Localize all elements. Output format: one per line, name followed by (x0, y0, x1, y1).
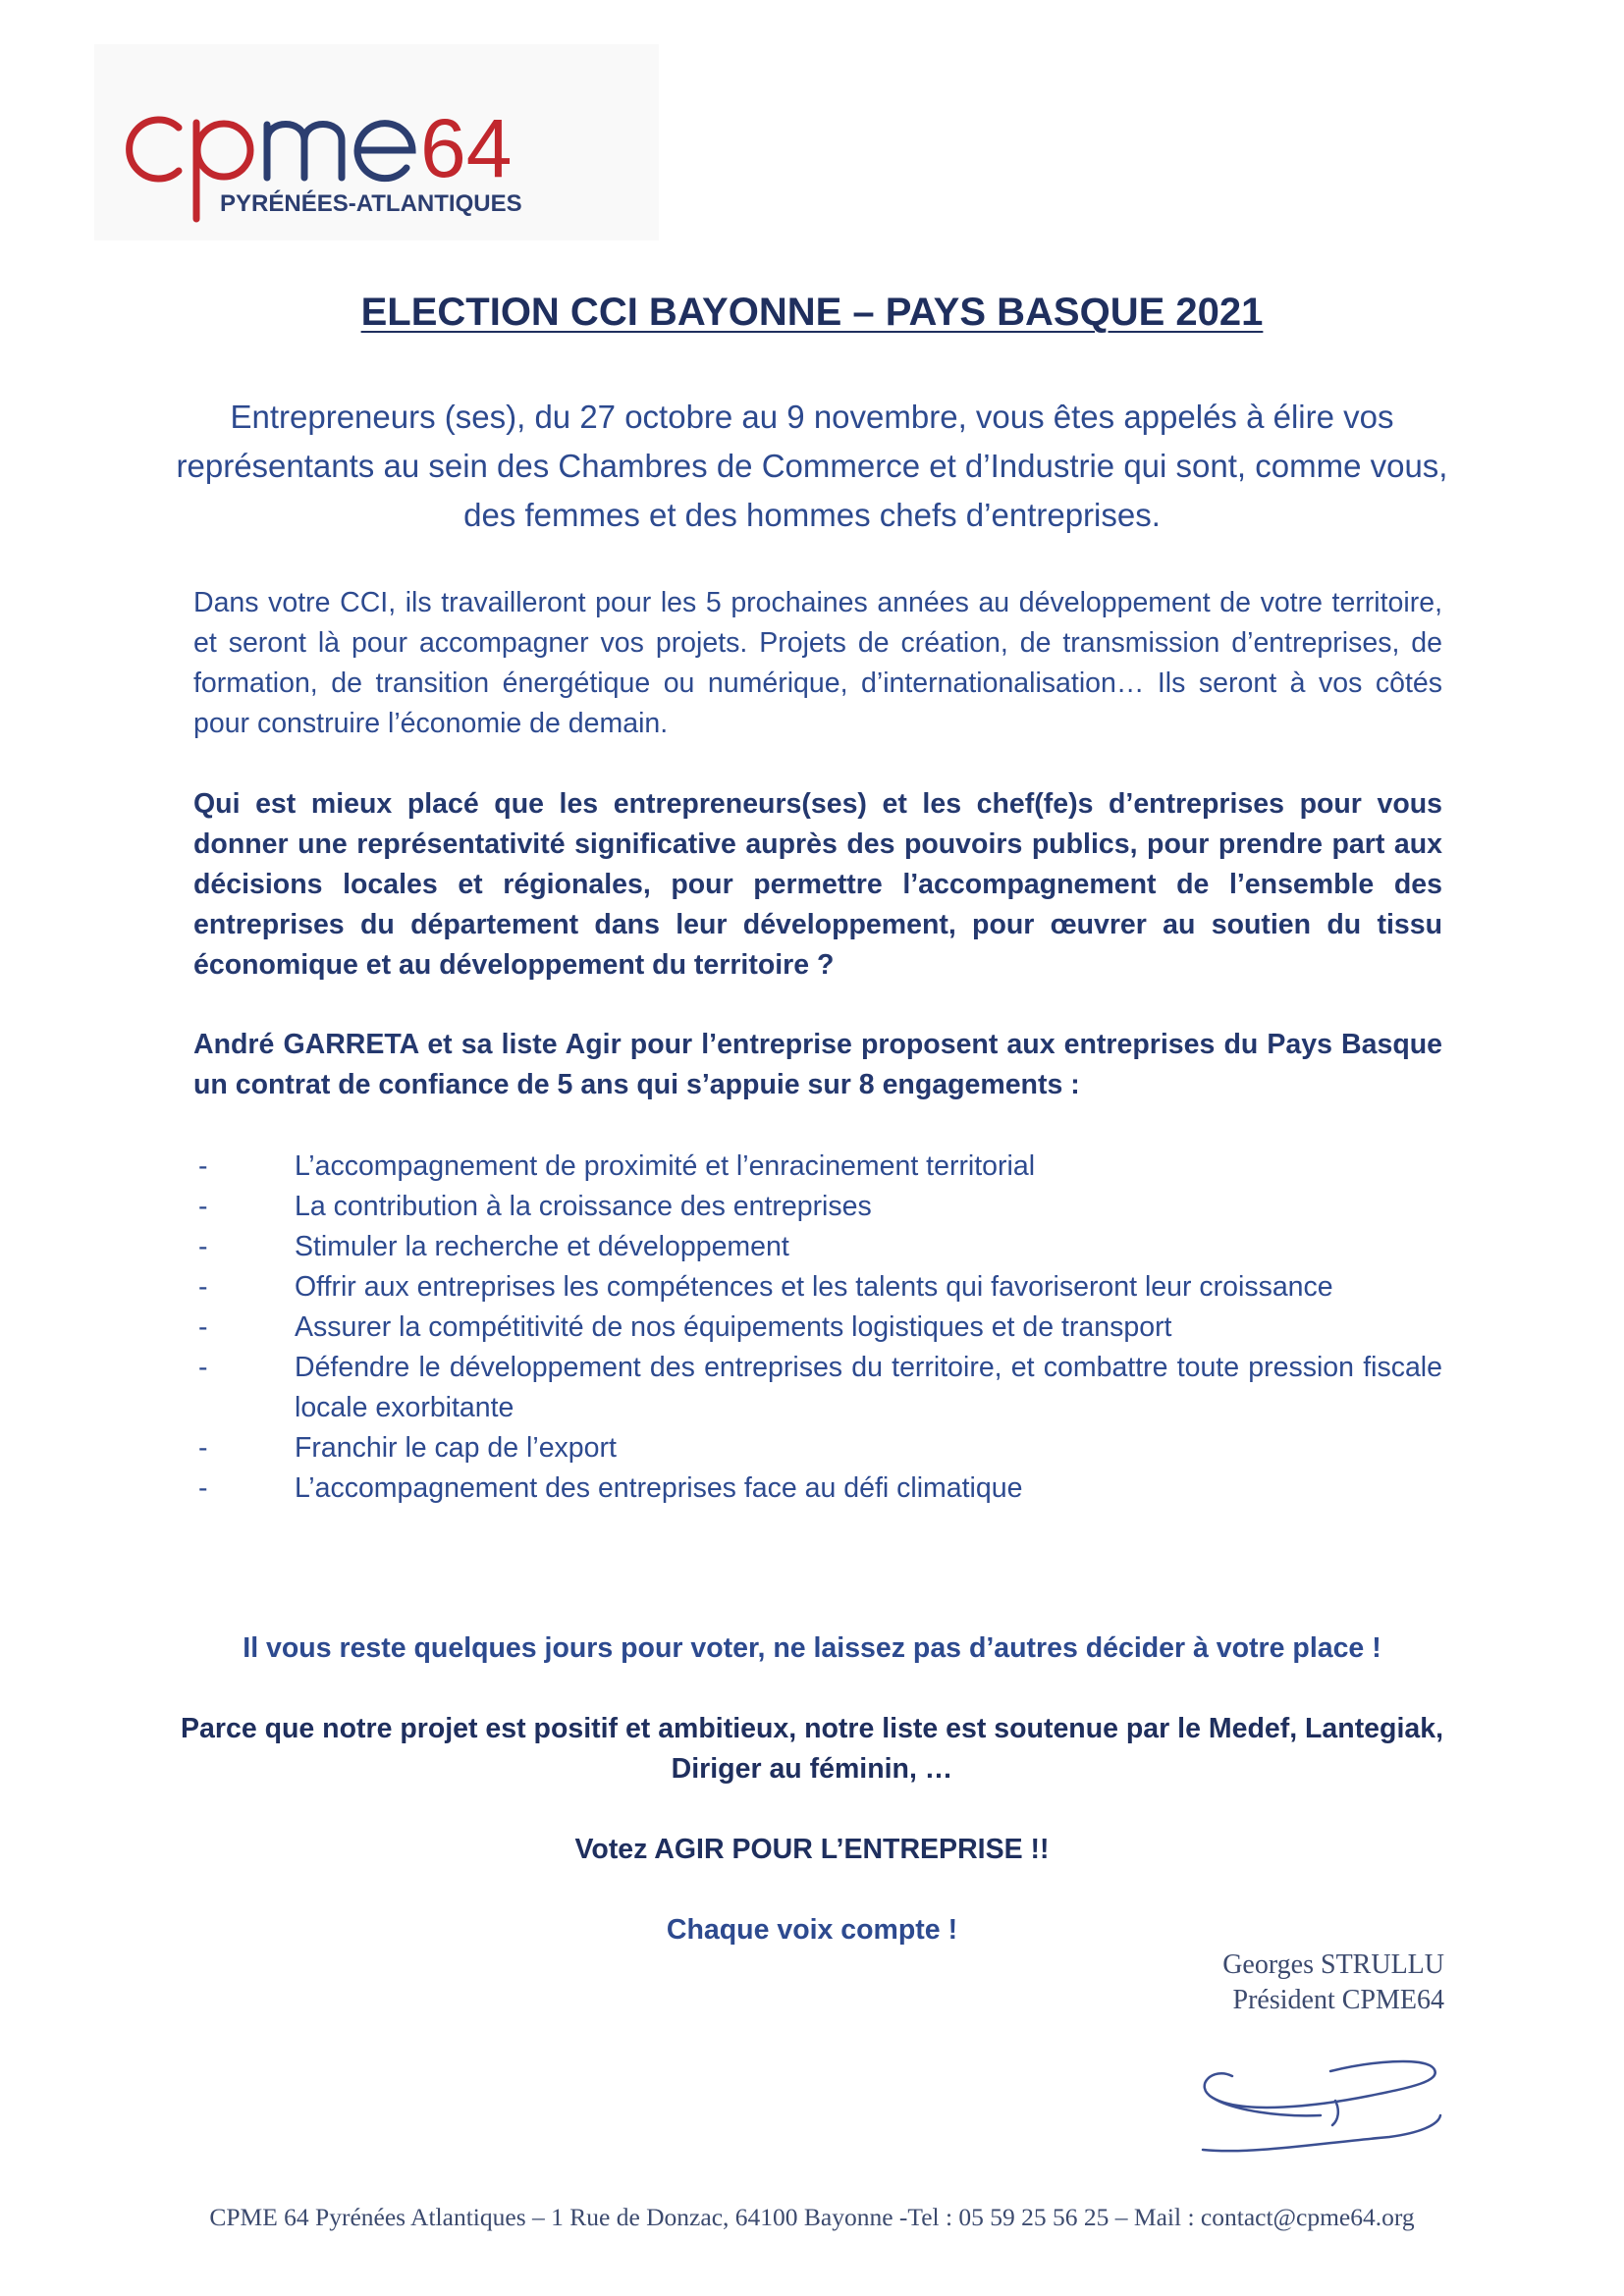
list-item-text: La contribution à la croissance des entreprises (295, 1191, 872, 1222)
bullet-dash: - (198, 1150, 208, 1182)
list-item-text: Franchir le cap de l’export (295, 1432, 617, 1464)
list-item (198, 1147, 1442, 1187)
vote-emphasis: AGIR POUR L’ENTREPRISE !! (654, 1834, 1050, 1865)
engagements-list (198, 1147, 1442, 1509)
closing-line: Chaque voix compte ! (666, 1914, 958, 1946)
signatory-name: Georges STRULLU (1222, 1949, 1444, 1980)
list-item-text: Assurer la compétitivité de nos équipements logistiques et de transport (295, 1311, 1172, 1343)
vote-line (147, 1830, 1477, 1870)
signature-block (1080, 1948, 1444, 2018)
list-item-text: Offrir aux entreprises les compétences et les talents qui favoriseront leur croissance (295, 1271, 1333, 1303)
logo-region: PYRÉNÉES-ATLANTIQUES (220, 190, 522, 217)
support-statement: Parce que notre projet est positif et ambitieux, notre liste est soutenue par le Medef, Lantegiak, Diriger au féminin, … (181, 1713, 1443, 1785)
cci-role-paragraph: Dans votre CCI, ils travailleront pour les 5 prochaines années au développement de votre territoire, et seront là pour accompagner vos projets. Projets de création, de transmission d’entreprises, de formation, de transition énergétique ou numérique, d’internationalisation… Ils seront à vos côtés pour construire l’économie de demain. (193, 587, 1442, 739)
cpme64-logo (94, 44, 659, 240)
handwritten-signature (1173, 2027, 1448, 2174)
list-item (198, 1348, 1442, 1428)
list-item (198, 1308, 1442, 1348)
list-item-text: L’accompagnement de proximité et l’enracinement territorial (295, 1150, 1036, 1182)
bullet-dash: - (198, 1231, 208, 1262)
footer-contact: CPME 64 Pyrénées Atlantiques – 1 Rue de Donzac, 64100 Bayonne -Tel : 05 59 25 56 25 – Mail : contact@cpme64.org (209, 2203, 1415, 2231)
list-item-text: Stimuler la recherche et développement (295, 1231, 789, 1262)
bullet-dash: - (198, 1352, 208, 1383)
vote-prefix: Votez (574, 1834, 655, 1865)
intro-paragraph: Entrepreneurs (ses), du 27 octobre au 9 novembre, vous êtes appelés à élire vos représentants au sein des Chambres de Commerce et d’Industrie qui sont, comme vous, des femmes et des hommes chefs d’entreprises. (176, 399, 1448, 533)
list-item (198, 1187, 1442, 1227)
list-item (198, 1267, 1442, 1308)
signatory-role: Président CPME64 (1232, 1985, 1444, 2015)
list-item (198, 1468, 1442, 1509)
bullet-dash: - (198, 1311, 208, 1343)
list-item (198, 1428, 1442, 1468)
call-to-action: Il vous reste quelques jours pour voter, ne laissez pas d’autres décider à votre place ! (243, 1632, 1381, 1664)
bullet-dash: - (198, 1191, 208, 1222)
cpme64-logo-mark (94, 44, 659, 240)
document-title: ELECTION CCI BAYONNE – PAYS BASQUE 2021 (360, 291, 1264, 334)
bullet-dash: - (198, 1432, 208, 1464)
question-paragraph: Qui est mieux placé que les entrepreneurs(ses) et les chef(fe)s d’entreprises pour vous donner une représentativité significative auprès des pouvoirs publics, pour prendre part aux décisions locales et régionales, pour permettre l’accompagnement de l’ensemble des entreprises du département dans leur développement, pour œuvrer au soutien du tissu économique et au développement du territoire ? (193, 788, 1442, 981)
list-item-text: Défendre le développement des entreprises du territoire, et combattre toute pression fiscale locale exorbitante (295, 1352, 1442, 1423)
list-proposal-paragraph: André GARRETA et sa liste Agir pour l’entreprise proposent aux entreprises du Pays Basque un contrat de confiance de 5 ans qui s’appuie sur 8 engagements : (193, 1029, 1442, 1100)
logo-number: 64 (420, 102, 513, 194)
bullet-dash: - (198, 1271, 208, 1303)
list-item-text: L’accompagnement des entreprises face au défi climatique (295, 1472, 1023, 1504)
list-item (198, 1227, 1442, 1267)
bullet-dash: - (198, 1472, 208, 1504)
